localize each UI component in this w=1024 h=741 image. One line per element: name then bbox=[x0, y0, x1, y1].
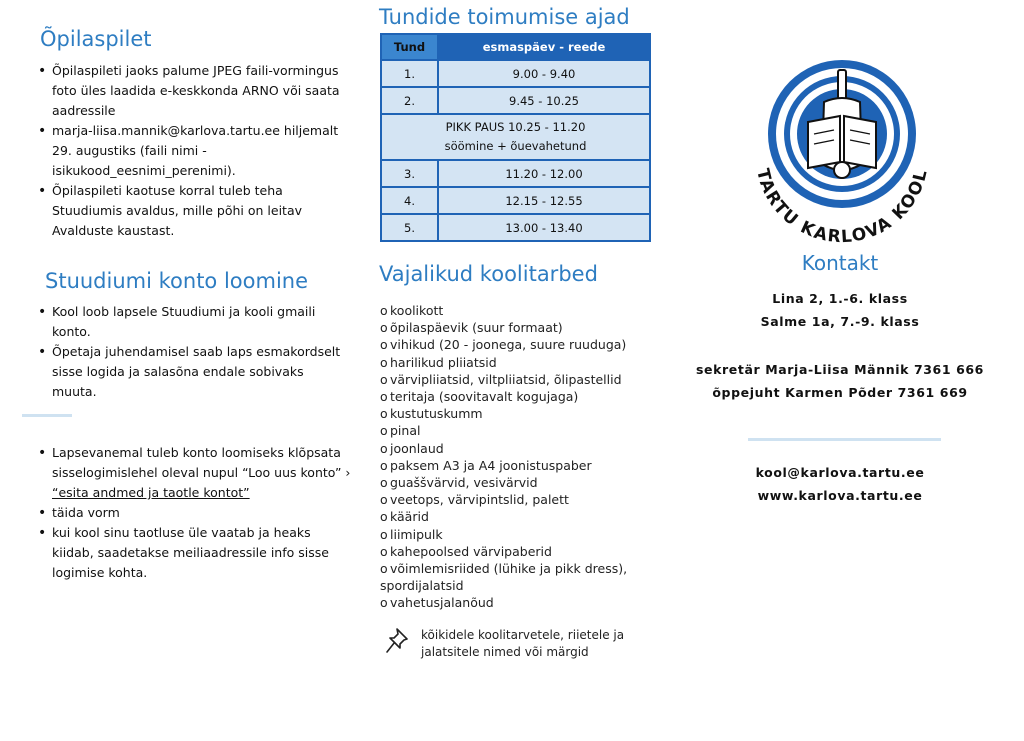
table-header-row bbox=[381, 34, 650, 60]
long-break-cell bbox=[381, 114, 650, 160]
section-title-student-card: Õpilaspilet bbox=[40, 27, 152, 51]
supply-item-text: koolikott bbox=[390, 303, 444, 318]
supply-item-text: liimipulk bbox=[390, 526, 443, 542]
bullet-marker: o bbox=[380, 440, 388, 456]
lesson-time: 9.00 - 9.40 bbox=[438, 60, 650, 87]
bullet-marker: o bbox=[380, 492, 388, 508]
supply-item bbox=[380, 508, 680, 525]
header-cell: esmaspäev - reede bbox=[438, 34, 650, 60]
supply-item-text: käärid bbox=[390, 509, 429, 525]
supply-item-text: õpilaspäevik (suur formaat) bbox=[390, 320, 563, 336]
supply-item-text: harilikud pliiatsid bbox=[390, 354, 497, 370]
list-item-text: Lapsevanemal tuleb konto loomiseks klõpsata sisselogimislehel oleval nupul “Loo uus konto” › bbox=[52, 445, 351, 480]
apply-account-link[interactable]: “esita andmed ja taotle kontot” bbox=[52, 485, 250, 500]
divider bbox=[22, 414, 72, 417]
lesson-number: 4. bbox=[381, 187, 438, 214]
supply-item bbox=[380, 302, 680, 319]
lesson-time: 12.15 - 12.55 bbox=[438, 187, 650, 214]
bullet-marker: o bbox=[380, 526, 388, 542]
list-item bbox=[52, 443, 352, 503]
address-line: Lina 2, 1.-6. klass bbox=[772, 291, 908, 306]
list-item: • kui kool sinu taotluse üle vaatab ja heaks kiidab, saadetakse meiliaadressile info sisse logimise kohta. bbox=[52, 523, 352, 583]
supply-item bbox=[380, 491, 680, 508]
supply-item bbox=[380, 371, 680, 388]
list-item: • täida vorm bbox=[52, 503, 352, 523]
supply-item-text: vahetusjalanõud bbox=[390, 595, 494, 611]
supply-item-text: teritaja (soovitavalt kogujaga) bbox=[390, 389, 579, 405]
phone-line: sekretär Marja-Liisa Männik 7361 666 bbox=[696, 362, 984, 377]
long-break-title: PIKK PAUS 10.25 - 11.20 bbox=[445, 120, 586, 134]
section-title-stuudium-account: Stuudiumi konto loomine bbox=[45, 269, 309, 293]
bullet-marker: o bbox=[380, 423, 388, 439]
bullet-marker: o bbox=[380, 561, 388, 577]
pushpin-icon bbox=[385, 626, 415, 656]
schedule-table bbox=[380, 33, 651, 242]
list-item: • Õpilaspileti jaoks palume JPEG faili-vormingus foto üles laadida e-keskkonda ARNO või saata aadressile bbox=[52, 61, 352, 121]
list-item: • Õpilaspileti kaotuse korral tuleb teha Stuudiumis avaldus, mille põhi on leitav Avalduste kaustast. bbox=[52, 181, 352, 241]
table-row bbox=[381, 187, 650, 214]
bullet-marker: o bbox=[380, 406, 388, 422]
phone-block bbox=[690, 358, 990, 404]
stuudium-list bbox=[34, 302, 352, 402]
lesson-time: 13.00 - 13.40 bbox=[438, 214, 650, 241]
address-line: Salme 1a, 7.-9. klass bbox=[760, 314, 920, 329]
lesson-time: 11.20 - 12.00 bbox=[438, 160, 650, 187]
table-row bbox=[381, 87, 650, 114]
supply-item bbox=[380, 422, 680, 439]
table-row-break bbox=[381, 114, 650, 160]
supply-item-text: guaššvärvid, vesivärvid bbox=[390, 475, 538, 491]
bullet-marker: o bbox=[380, 543, 388, 559]
supply-item bbox=[380, 440, 680, 457]
logo-text: TARTU KARLOVA KOOL bbox=[752, 166, 932, 244]
bullet-marker: o bbox=[380, 389, 388, 405]
supply-item-text: joonlaud bbox=[390, 440, 444, 456]
supply-item-text: võimlemisriided (lühike ja pikk dress), spordijalatsid bbox=[380, 561, 628, 594]
bullet-marker: o bbox=[380, 509, 388, 525]
list-item: • marja-liisa.mannik@karlova.tartu.ee hiljemalt 29. augustiks (faili nimi - isikukood_eesnimi_perenimi). bbox=[52, 121, 352, 181]
bullet-marker: o bbox=[380, 457, 388, 473]
table-row bbox=[381, 160, 650, 187]
supply-item bbox=[380, 594, 680, 611]
bullet-marker: o bbox=[380, 303, 388, 318]
section-title-contact: Kontakt bbox=[801, 251, 879, 275]
parent-account-list bbox=[34, 443, 352, 583]
note-text: kõikidele koolitarvetele, riietele ja jalatsitele nimed või märgid bbox=[421, 628, 625, 659]
table-row bbox=[381, 60, 650, 87]
lesson-time: 9.45 - 10.25 bbox=[438, 87, 650, 114]
supply-item bbox=[380, 354, 680, 371]
student-card-list bbox=[34, 61, 352, 241]
bullet-marker: o bbox=[380, 475, 388, 491]
school-logo bbox=[742, 44, 942, 244]
list-item: • Kool loob lapsele Stuudiumi ja kooli gmaili konto. bbox=[52, 302, 352, 342]
address-block bbox=[690, 287, 990, 333]
supply-item bbox=[380, 543, 680, 560]
supply-item-text: kustutuskumm bbox=[390, 406, 483, 422]
supply-item-text: pinal bbox=[390, 423, 421, 439]
bullet-marker: o bbox=[380, 371, 388, 387]
list-item: • Õpetaja juhendamisel saab laps esmakordselt sisse logida ja salasõna endale sobivaks muuta. bbox=[52, 342, 352, 402]
divider bbox=[748, 438, 941, 441]
bullet-marker: o bbox=[380, 354, 388, 370]
section-title-schedule: Tundide toimumise ajad bbox=[379, 5, 630, 29]
supply-item-text: paksem A3 ja A4 joonistuspaber bbox=[390, 457, 592, 473]
supply-item bbox=[380, 319, 680, 336]
supply-item-text: vihikud (20 - joonega, suure ruuduga) bbox=[390, 337, 627, 353]
supply-item bbox=[380, 405, 680, 422]
bullet-marker: o bbox=[380, 337, 388, 353]
email-link[interactable]: kool@karlova.tartu.ee bbox=[755, 465, 925, 480]
lesson-number: 1. bbox=[381, 60, 438, 87]
supply-item bbox=[380, 388, 680, 405]
supply-item bbox=[380, 526, 680, 543]
supplies-list bbox=[380, 302, 680, 612]
lesson-number: 2. bbox=[381, 87, 438, 114]
header-cell: Tund bbox=[381, 34, 438, 60]
supply-item bbox=[380, 560, 680, 594]
supply-item-text: värvipliiatsid, viltpliiatsid, õlipastellid bbox=[390, 371, 622, 387]
phone-line: õppejuht Karmen Põder 7361 669 bbox=[712, 385, 968, 400]
supply-item-text: veetops, värvipintslid, palett bbox=[390, 492, 569, 508]
supply-item bbox=[380, 336, 680, 353]
bullet-marker: o bbox=[380, 320, 388, 336]
long-break-subtitle: söömine + õuevahetund bbox=[444, 139, 587, 153]
supply-item bbox=[380, 457, 680, 474]
lesson-number: 5. bbox=[381, 214, 438, 241]
lesson-number: 3. bbox=[381, 160, 438, 187]
bullet-marker: o bbox=[380, 595, 388, 611]
supply-item-text: kahepoolsed värvipaberid bbox=[390, 543, 552, 559]
web-block bbox=[690, 461, 990, 507]
supply-item bbox=[380, 474, 680, 491]
table-row bbox=[381, 214, 650, 241]
section-title-supplies: Vajalikud koolitarbed bbox=[379, 262, 598, 286]
website-link[interactable]: www.karlova.tartu.ee bbox=[757, 488, 923, 503]
